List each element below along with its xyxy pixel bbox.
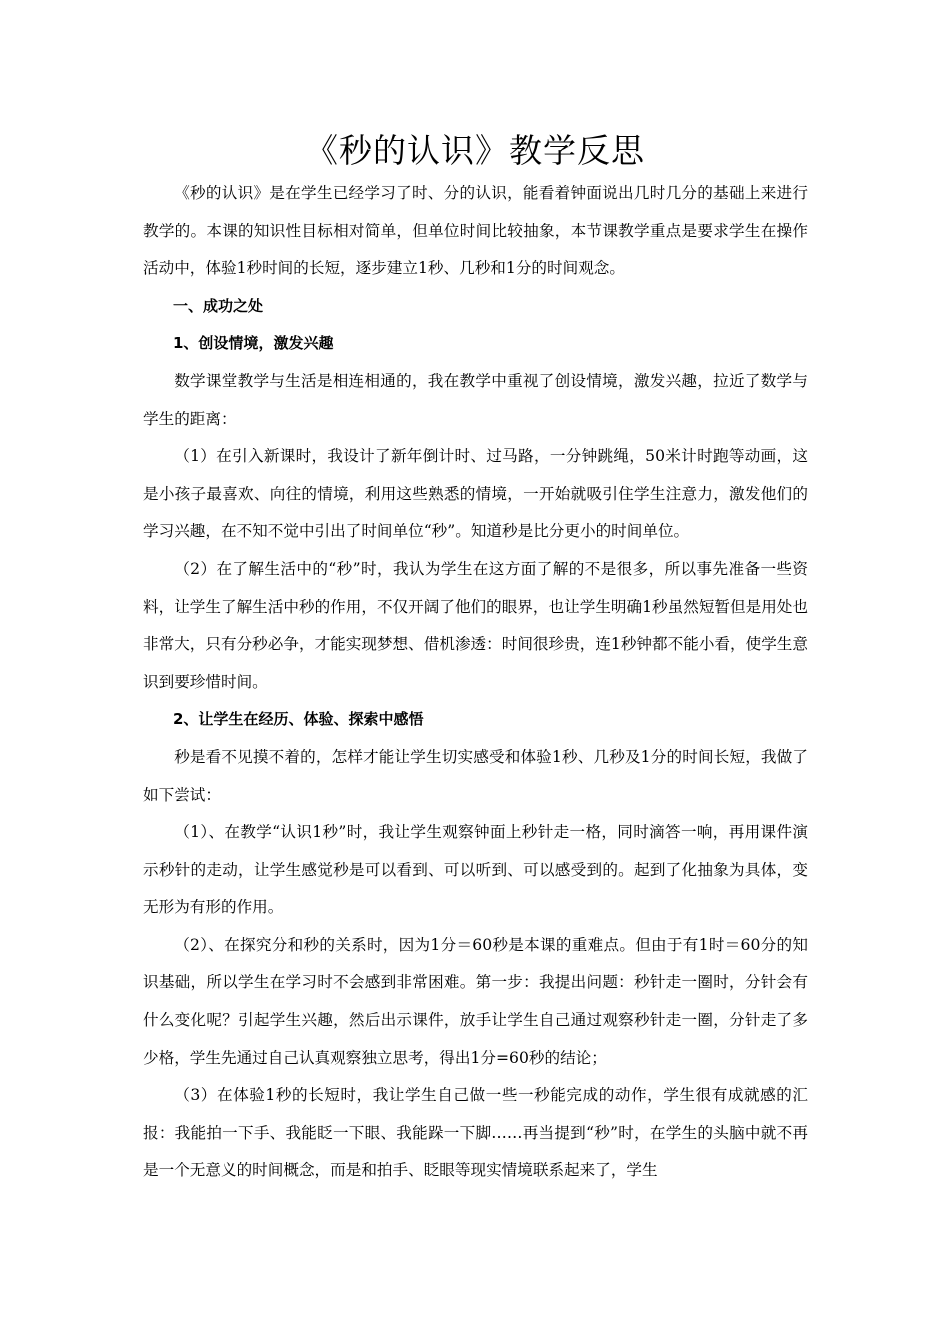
paragraph-experience-item-1: （1）、在教学“认识1秒”时，我让学生观察钟面上秒针走一格，同时滴答一响，再用课件演示秒针的走动，让学生感觉秒是可以看到、可以听到、可以感受到的。起到了化抽象为具体，变无形为有形的作用。 [143, 823, 808, 917]
document-body [143, 175, 808, 1190]
paragraph-situation-item-1: （1）在引入新课时，我设计了新年倒计时、过马路，一分钟跳绳，50米计时跑等动画，这是小孩子最喜欢、向往的情境，利用这些熟悉的情境，一开始就吸引住学生注意力，激发他们的学习兴趣，在不知不觉中引出了时间单位“秒”。知道秒是比分更小的时间单位。 [143, 447, 808, 541]
subsection-heading-experience: 2、让学生在经历、体验、探索中感悟 [173, 710, 424, 729]
document-title: 《秒的认识》教学反思 [305, 131, 645, 170]
paragraph-experience-item-2: （2）、在探究分和秒的关系时，因为1分＝60秒是本课的重难点。但由于有1时＝60分的知识基础，所以学生在学习时不会感到非常困难。第一步：我提出问题：秒针走一圈时，分针会有什么变化呢？引起学生兴趣，然后出示课件，放手让学生自己通过观察秒针走一圈，分针走了多少格，学生先通过自己认真观察独立思考，得出1分=60秒的结论； [143, 935, 808, 1067]
subsection-heading-situation: 1、创设情境，激发兴趣 [173, 334, 334, 353]
section-heading-success: 一、成功之处 [173, 296, 264, 315]
paragraph-situation-intro: 数学课堂教学与生活是相连相通的，我在教学中重视了创设情境，激发兴趣，拉近了数学与学生的距离： [143, 371, 808, 428]
paragraph-experience-item-3: （3）在体验1秒的长短时，我让学生自己做一些一秒能完成的动作，学生很有成就感的汇报：我能拍一下手、我能眨一下眼、我能跺一下脚……再当提到“秒”时，在学生的头脑中就不再是一个无意义的时间概念，而是和拍手、眨眼等现实情境联系起来了，学生 [143, 1086, 808, 1180]
paragraph-situation-item-2: （2）在了解生活中的“秒”时，我认为学生在这方面了解的不是很多，所以事先准备一些资料，让学生了解生活中秒的作用，不仅开阔了他们的眼界，也让学生明确1秒虽然短暂但是用处也非常大，只有分秒必争，才能实现梦想、借机渗透：时间很珍贵，连1秒钟都不能小看，使学生意识到要珍惜时间。 [143, 559, 808, 691]
paragraph-intro: 《秒的认识》是在学生已经学习了时、分的认识，能看着钟面说出几时几分的基础上来进行教学的。本课的知识性目标相对简单，但单位时间比较抽象，本节课教学重点是要求学生在操作活动中，体验1秒时间的长短，逐步建立1秒、几秒和1分的时间观念。 [143, 184, 808, 278]
paragraph-experience-intro: 秒是看不见摸不着的，怎样才能让学生切实感受和体验1秒、几秒及1分的时间长短，我做了如下尝试： [143, 747, 808, 804]
